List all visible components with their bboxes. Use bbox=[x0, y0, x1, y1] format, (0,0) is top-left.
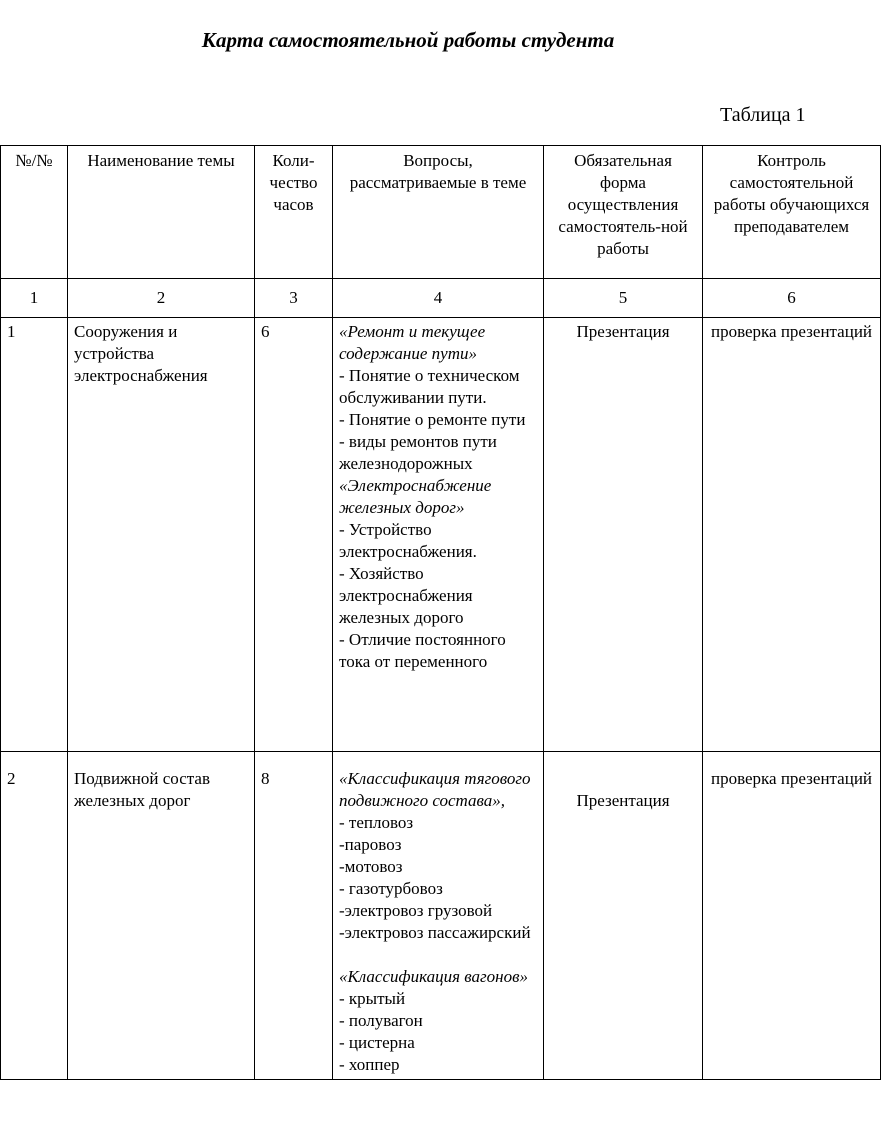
question-line: «Классификация тягового подвижного состава», bbox=[339, 769, 531, 810]
question-line: - Хозяйство электроснабжения железных дорого bbox=[339, 564, 473, 627]
work-form: Презентация bbox=[544, 318, 703, 752]
question-line: «Ремонт и текущее содержание пути» bbox=[339, 322, 486, 363]
document-title: Карта самостоятельной работы студента bbox=[201, 28, 615, 52]
question-line bbox=[339, 944, 537, 966]
question-line: - Понятие о техническом обслуживании пути. bbox=[339, 366, 520, 407]
column-number: 2 bbox=[68, 279, 255, 318]
question-line: - газотурбовоз bbox=[339, 879, 443, 898]
header-form: Обязательная форма осуществления самостоятель-ной работы bbox=[544, 146, 703, 279]
column-number: 3 bbox=[255, 279, 333, 318]
question-line: -паровоз bbox=[339, 835, 402, 854]
header-number: №/№ bbox=[1, 146, 68, 279]
header-row bbox=[1, 146, 881, 279]
table-caption: Таблица 1 bbox=[720, 104, 806, 126]
question-line: - Устройство электроснабжения. bbox=[339, 520, 477, 561]
header-control: Контроль самостоятельной работы обучающихся преподавателем bbox=[703, 146, 881, 279]
topic-name: Подвижной состав железных дорог bbox=[68, 752, 255, 1080]
hours-value: 6 bbox=[255, 318, 333, 752]
question-line: - виды ремонтов пути железнодорожных bbox=[339, 432, 497, 473]
hours-value: 8 bbox=[255, 752, 333, 1080]
row-number: 1 bbox=[1, 318, 68, 752]
column-number: 4 bbox=[333, 279, 544, 318]
independent-work-table bbox=[0, 145, 881, 1080]
control-method: проверка презентаций bbox=[703, 318, 881, 752]
table-row bbox=[1, 318, 881, 752]
question-line: -электровоз грузовой bbox=[339, 901, 493, 920]
work-form: Презентация bbox=[544, 752, 703, 1080]
table-row bbox=[1, 752, 881, 1080]
question-line: - Отличие постоянного тока от переменного bbox=[339, 630, 506, 671]
question-line: «Электроснабжение железных дорог» bbox=[339, 476, 492, 517]
column-number-row bbox=[1, 279, 881, 318]
question-line: -мотовоз bbox=[339, 857, 403, 876]
question-line: -электровоз пассажирский bbox=[339, 923, 531, 942]
header-topic: Наименование темы bbox=[68, 146, 255, 279]
table-viewport bbox=[0, 145, 873, 1133]
row-number: 2 bbox=[1, 752, 68, 1080]
topic-name: Сооружения и устройства электроснабжения bbox=[68, 318, 255, 752]
question-line: - Понятие о ремонте пути bbox=[339, 410, 526, 429]
column-number: 6 bbox=[703, 279, 881, 318]
control-method: проверка презентаций bbox=[703, 752, 881, 1080]
question-line: - хоппер bbox=[339, 1055, 400, 1074]
question-line: - тепловоз bbox=[339, 813, 414, 832]
questions-cell bbox=[333, 752, 544, 1080]
question-line: - крытый bbox=[339, 989, 406, 1008]
column-number: 5 bbox=[544, 279, 703, 318]
questions-cell bbox=[333, 318, 544, 752]
question-line: - цистерна bbox=[339, 1033, 415, 1052]
question-line: «Классификация вагонов» bbox=[339, 967, 528, 986]
column-number: 1 bbox=[1, 279, 68, 318]
question-line: - полувагон bbox=[339, 1011, 423, 1030]
header-questions: Вопросы, рассматриваемые в теме bbox=[333, 146, 544, 279]
header-hours: Коли-чество часов bbox=[255, 146, 333, 279]
